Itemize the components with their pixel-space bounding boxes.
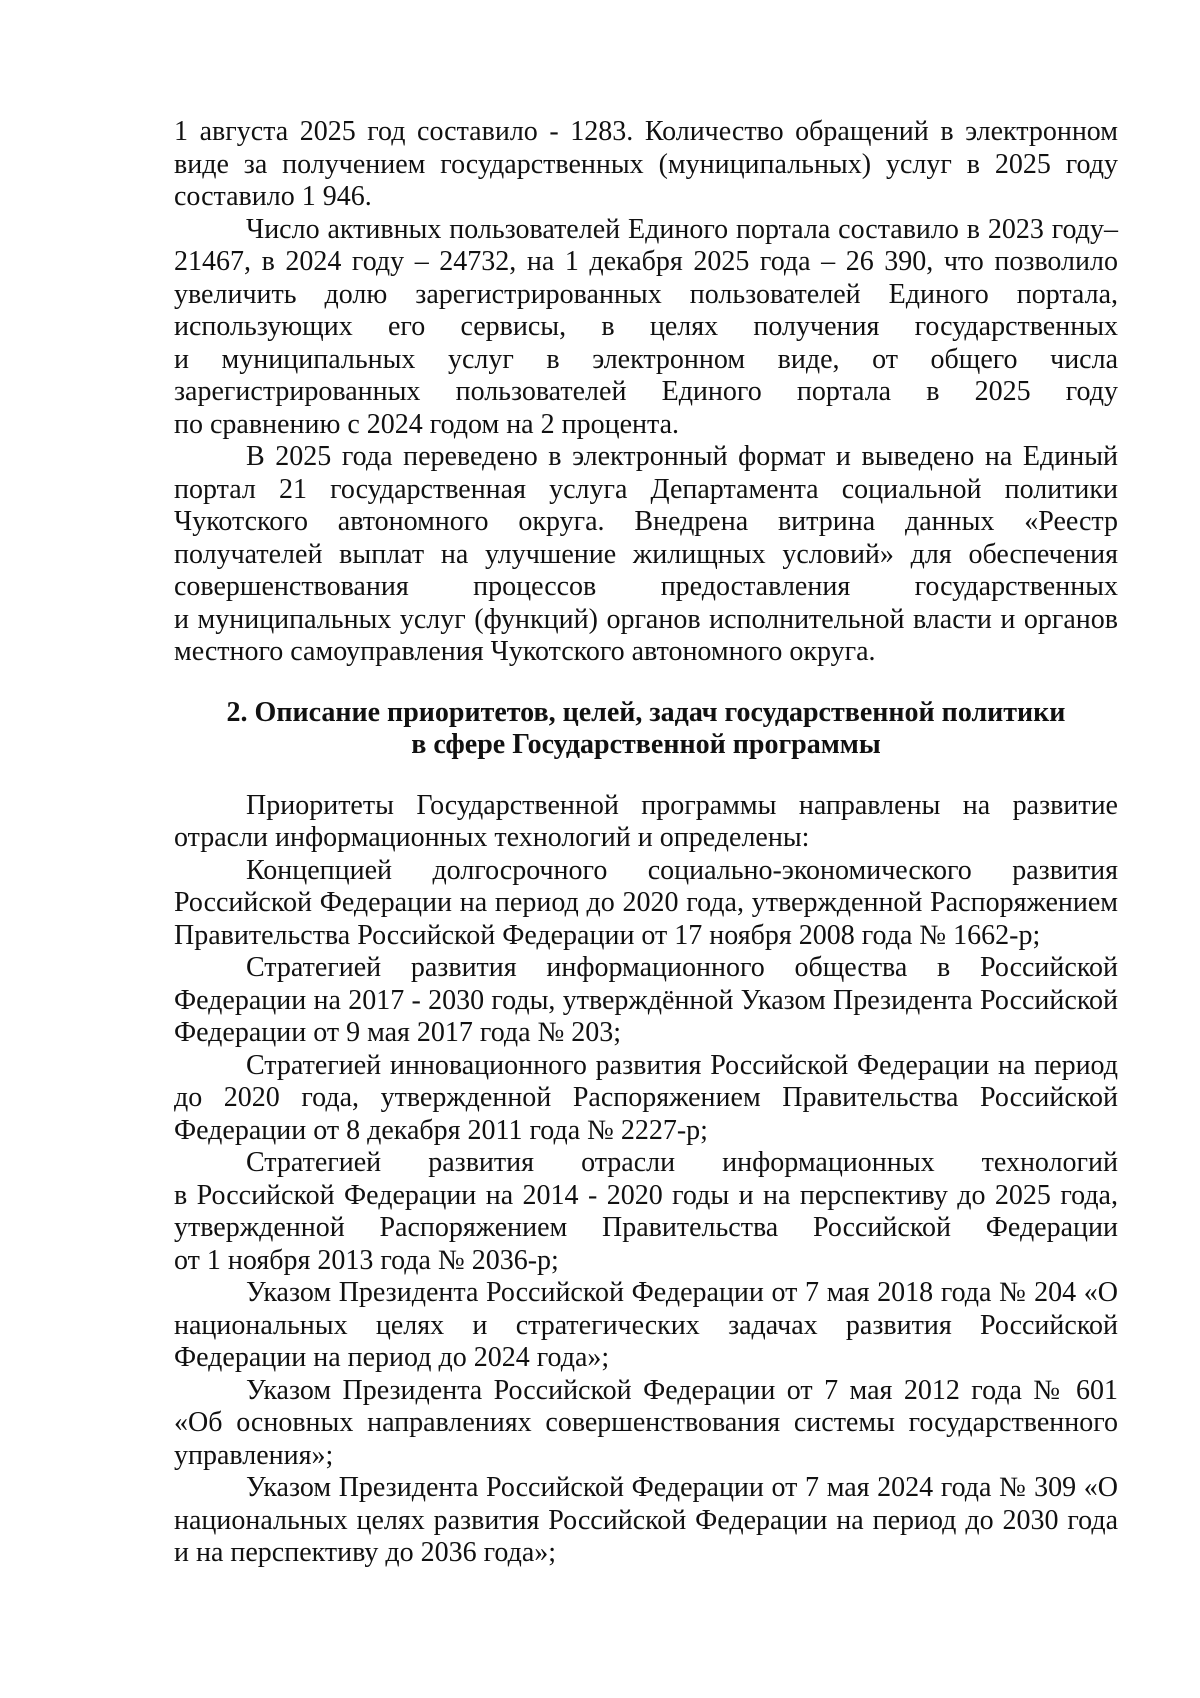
text-line: Указом Президента Российской Федерации от 7 мая 2012 года № 601 [246,1374,1118,1406]
paragraph-info-society-strategy [174,952,1118,1050]
text-line: получателей выплат на улучшение жилищных условий» для обеспечения [174,538,1118,570]
text-line: Указом Президента Российской Федерации от 7 мая 2018 года № 204 «О [246,1277,1118,1308]
text-line: и муниципальных услуг в электронном виде, от общего числа [174,343,1118,375]
text-line: управления»; [174,1439,334,1471]
text-line: утвержденной Распоряжением Правительства Российской Федерации [174,1212,1118,1243]
text-line: Федерации от 8 декабря 2011 года № 2227-р; [174,1114,708,1146]
text-line: Стратегией развития отрасли информационных технологий [246,1147,1118,1178]
text-line: Федерации на 2017 - 2030 годы, утверждённой Указом Президента Российской [174,984,1118,1016]
text-line: виде за получением государственных (муниципальных) услуг в 2025 году [174,148,1118,180]
text-line: Федерации на период до 2024 года»; [174,1342,610,1373]
text-line: от 1 ноября 2013 года № 2036-р; [174,1244,559,1276]
text-line: Чукотского автономного округа. Внедрена витрина данных «Реестр [174,506,1118,537]
text-line: Число активных пользователей Единого портала составило в 2023 году– [246,213,1118,245]
text-line: Приоритеты Государственной программы направлены на развитие [246,789,1118,821]
text-line: составило 1 946. [174,181,372,212]
paragraph-digital-services [174,441,1118,669]
heading-line: 2. Описание приоритетов, целей, задач государственной политики [226,696,1066,728]
paragraph-innovation-strategy [174,1050,1118,1148]
text-line: Стратегией развития информационного общества в Российской [246,952,1118,983]
heading-line: в сфере Государственной программы [411,729,881,760]
text-line: В 2025 года переведено в электронный формат и выведено на Единый [246,441,1118,472]
document-page [174,116,1118,1570]
paragraph-decree-601 [174,1375,1118,1473]
text-line: в Российской Федерации на 2014 - 2020 годы и на перспективу до 2025 года, [174,1179,1118,1211]
paragraph-priorities [174,790,1118,855]
text-line: Федерации от 9 мая 2017 года № 203; [174,1017,622,1048]
text-line: 1 августа 2025 год составило - 1283. Количество обращений в электронном [174,116,1118,147]
paragraph-decree-204 [174,1277,1118,1375]
text-line: Указом Президента Российской Федерации от 7 мая 2024 года № 309 «О [246,1472,1118,1503]
text-line: зарегистрированных пользователей Единого портала в 2025 году [174,376,1118,407]
paragraph-concept [174,855,1118,953]
text-line: национальных целях и стратегических задачах развития Российской [174,1309,1118,1341]
text-line: Концепцией долгосрочного социально-экономического развития [246,854,1118,886]
text-line: Российской Федерации на период до 2020 года, утвержденной Распоряжением [174,887,1118,918]
text-line: Правительства Российской Федерации от 17 ноября 2008 года № 1662-р; [174,919,1041,951]
paragraph-appeals-count [174,116,1118,214]
text-line: 21467, в 2024 году – 24732, на 1 декабря 2025 года – 26 390, что позволило [174,246,1118,277]
text-line: местного самоуправления Чукотского автономного округа. [174,636,876,667]
text-line: по сравнению с 2024 годом на 2 процента. [174,408,679,440]
text-line: использующих его сервисы, в целях получения государственных [174,311,1118,342]
paragraph-decree-309 [174,1472,1118,1570]
text-line: совершенствования процессов предоставления государственных [174,571,1118,602]
text-line: до 2020 года, утвержденной Распоряжением Правительства Российской [174,1082,1118,1113]
text-line: «Об основных направлениях совершенствования системы государственного [174,1407,1118,1438]
text-line: и на перспективу до 2036 года»; [174,1537,557,1568]
paragraph-it-industry-strategy [174,1147,1118,1277]
text-line: отрасли информационных технологий и определены: [174,822,810,853]
paragraph-active-users [174,214,1118,442]
text-line: Стратегией инновационного развития Российской Федерации на период [246,1049,1118,1081]
text-line: национальных целях развития Российской Федерации на период до 2030 года [174,1504,1118,1536]
text-line: увеличить долю зарегистрированных пользователей Единого портала, [174,278,1118,310]
text-line: и муниципальных услуг (функций) органов исполнительной власти и органов [174,603,1118,635]
section-heading [174,697,1118,762]
text-line: портал 21 государственная услуга Департамента социальной политики [174,473,1118,505]
